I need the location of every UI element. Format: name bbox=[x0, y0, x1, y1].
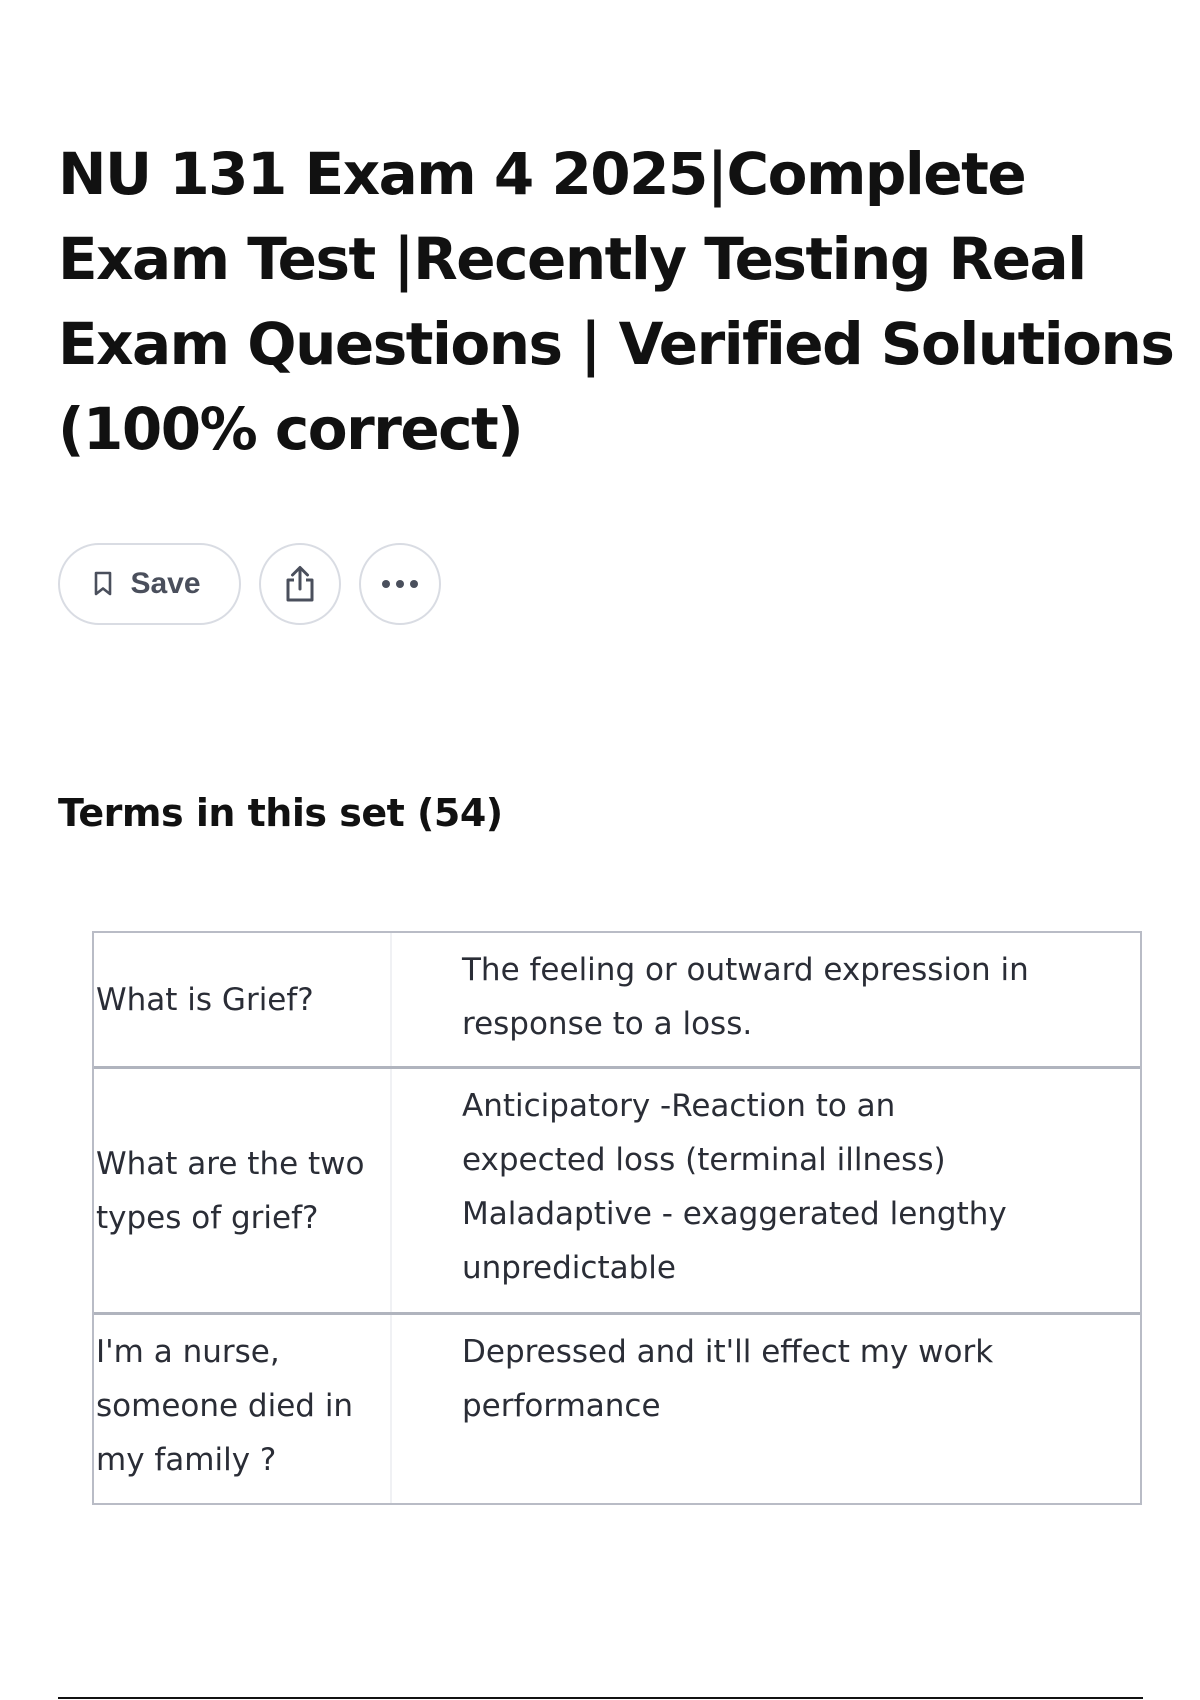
page-title: NU 131 Exam 4 2025|Complete Exam Test |Recently Testing Real Exam Questions | Verified Solutions (100% correct) bbox=[58, 140, 1174, 463]
definition-text: The feeling or outward expression in response to a loss. bbox=[462, 952, 1029, 1042]
save-button-label: Save bbox=[130, 567, 201, 600]
term-text: I'm a nurse, someone died in my family ? bbox=[94, 1315, 392, 1503]
terms-heading: Terms in this set (54) bbox=[58, 791, 503, 835]
definition-text: Anticipatory -Reaction to an expected loss (terminal illness) Maladaptive - exaggerated lengthy unpredictable bbox=[462, 1088, 1007, 1286]
save-button[interactable] bbox=[58, 543, 241, 625]
terms-table bbox=[92, 931, 1142, 1505]
term-card bbox=[94, 933, 1140, 1069]
term-card bbox=[94, 1315, 1140, 1503]
term-card bbox=[94, 1069, 1140, 1315]
share-button[interactable] bbox=[259, 543, 341, 625]
more-options-button[interactable] bbox=[359, 543, 441, 625]
action-bar bbox=[58, 543, 441, 625]
share-icon bbox=[282, 564, 318, 604]
term-text: What is Grief? bbox=[94, 933, 392, 1066]
bookmark-icon bbox=[92, 571, 114, 597]
definition-text: Depressed and it'll effect my work performance bbox=[462, 1334, 994, 1424]
more-icon bbox=[380, 579, 420, 589]
term-text: What are the two types of grief? bbox=[94, 1069, 392, 1312]
bottom-divider bbox=[58, 1697, 1143, 1699]
